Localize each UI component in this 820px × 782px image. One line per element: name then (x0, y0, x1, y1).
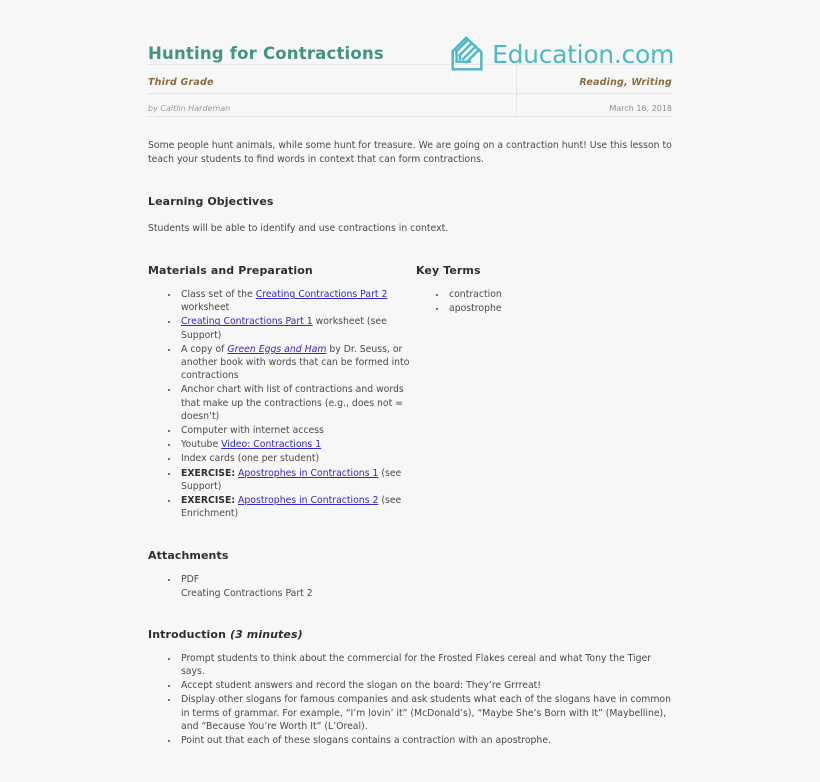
materials-keyterms-columns (148, 236, 672, 521)
grade-cell (148, 70, 516, 89)
attachments-list (148, 573, 672, 599)
list-item (179, 693, 672, 733)
introduction-label: Introduction (148, 627, 227, 641)
text-run: Youtube (181, 439, 222, 451)
text-run: worksheet (see Support) (181, 316, 387, 341)
text-run: Prompt students to think about the commercial for the Frosted Flakes cereal and what Tony the Tiger says. (181, 652, 652, 678)
list-item (447, 288, 672, 301)
grade-level: Third Grade (148, 76, 214, 88)
list-item (179, 452, 416, 465)
exercise-label: EXERCISE: (181, 495, 236, 507)
introduction-duration: (3 minutes) (229, 627, 303, 641)
resource-link[interactable]: Green Eggs and Ham (227, 343, 327, 355)
list-item (179, 424, 416, 437)
heading-attachments: Attachments (148, 549, 229, 563)
author-name: by Caitlin Hardeman (148, 103, 231, 113)
text-run: PDF Creating Contractions Part 2 (181, 574, 313, 599)
list-item (179, 383, 416, 423)
subjects: Reading, Writing (579, 76, 672, 88)
text-run: Display other slogans for famous companies and ask students what each of the slogans have in common in terms of grammar. For example, “I’m lovin’ it” (McDonald’s), “Maybe She’s Born with It” (Maybelline), and “Because You’re Worth It” (L’Oreal). (181, 694, 671, 732)
text-run: Anchor chart with list of contractions and words that make up the contractions (e.g., does not = doesn’t) (181, 384, 404, 422)
heading-learning-objectives: Learning Objectives (148, 195, 274, 208)
list-item (179, 343, 416, 383)
meta-row-grade-subject (148, 65, 672, 93)
lesson-summary: Some people hunt animals, while some hunt for treasure. We are going on a contraction hunt! Use this lesson to teach your students to find words in context that can form contractions. (148, 140, 672, 165)
meta-row-author-date (148, 94, 672, 116)
document-header (148, 0, 674, 69)
list-item (179, 573, 672, 599)
heading-introduction (148, 627, 672, 642)
resource-link[interactable]: Creating Contractions Part 2 (255, 289, 388, 300)
text-run: A copy of (181, 343, 228, 355)
text-run: contraction (449, 289, 502, 300)
lesson-plan-page (148, 0, 672, 748)
heading-key-terms: Key Terms (416, 264, 481, 277)
list-item (179, 734, 672, 747)
materials-column (148, 236, 416, 521)
key-terms-list (416, 288, 672, 315)
meta-vertical-divider-2 (516, 94, 517, 116)
list-item (179, 679, 672, 692)
publish-date: March 16, 2018 (609, 103, 672, 113)
subjects-cell (516, 70, 672, 89)
text-run: Computer with internet access (181, 425, 324, 437)
text-run: by Dr. Seuss, or another book with words that can be formed into contractions (181, 343, 410, 382)
key-terms-column (416, 236, 672, 316)
text-run: Accept student answers and record the slogan on the board: They’re Grrreat! (181, 680, 542, 692)
text-run: apostrophe (449, 303, 502, 315)
date-cell (516, 96, 672, 115)
exercise-label: EXERCISE: (181, 467, 236, 479)
resource-link[interactable]: Video: Contractions 1 (221, 439, 322, 451)
resource-link[interactable]: Apostrophes in Contractions 1 (238, 467, 379, 479)
list-item (179, 652, 672, 678)
header-divider-bottom (148, 116, 672, 117)
text-run: Point out that each of these slogans contains a contraction with an apostrophe. (181, 735, 551, 747)
text-run: (see Support) (181, 467, 402, 492)
list-item (179, 467, 416, 493)
list-item (179, 438, 416, 451)
introduction-list (148, 652, 672, 747)
list-item (179, 315, 416, 341)
heading-materials: Materials and Preparation (148, 264, 313, 277)
text-run: Class set of the (181, 289, 256, 300)
learning-objectives-text: Students will be able to identify and use contractions in context. (148, 223, 449, 234)
list-item (447, 302, 672, 315)
list-item (179, 288, 416, 314)
text-run: Index cards (one per student) (181, 453, 320, 465)
meta-vertical-divider (516, 65, 517, 93)
text-run: worksheet (181, 302, 230, 314)
page-title: Hunting for Contractions (148, 44, 384, 63)
resource-link[interactable]: Apostrophes in Contractions 2 (238, 495, 379, 507)
materials-list (148, 288, 416, 520)
author-cell (148, 96, 516, 115)
list-item (179, 494, 416, 520)
text-run: (see Enrichment) (181, 495, 402, 520)
brand-wordmark: Education.com (492, 40, 674, 69)
resource-link[interactable]: Creating Contractions Part 1 (181, 316, 313, 328)
